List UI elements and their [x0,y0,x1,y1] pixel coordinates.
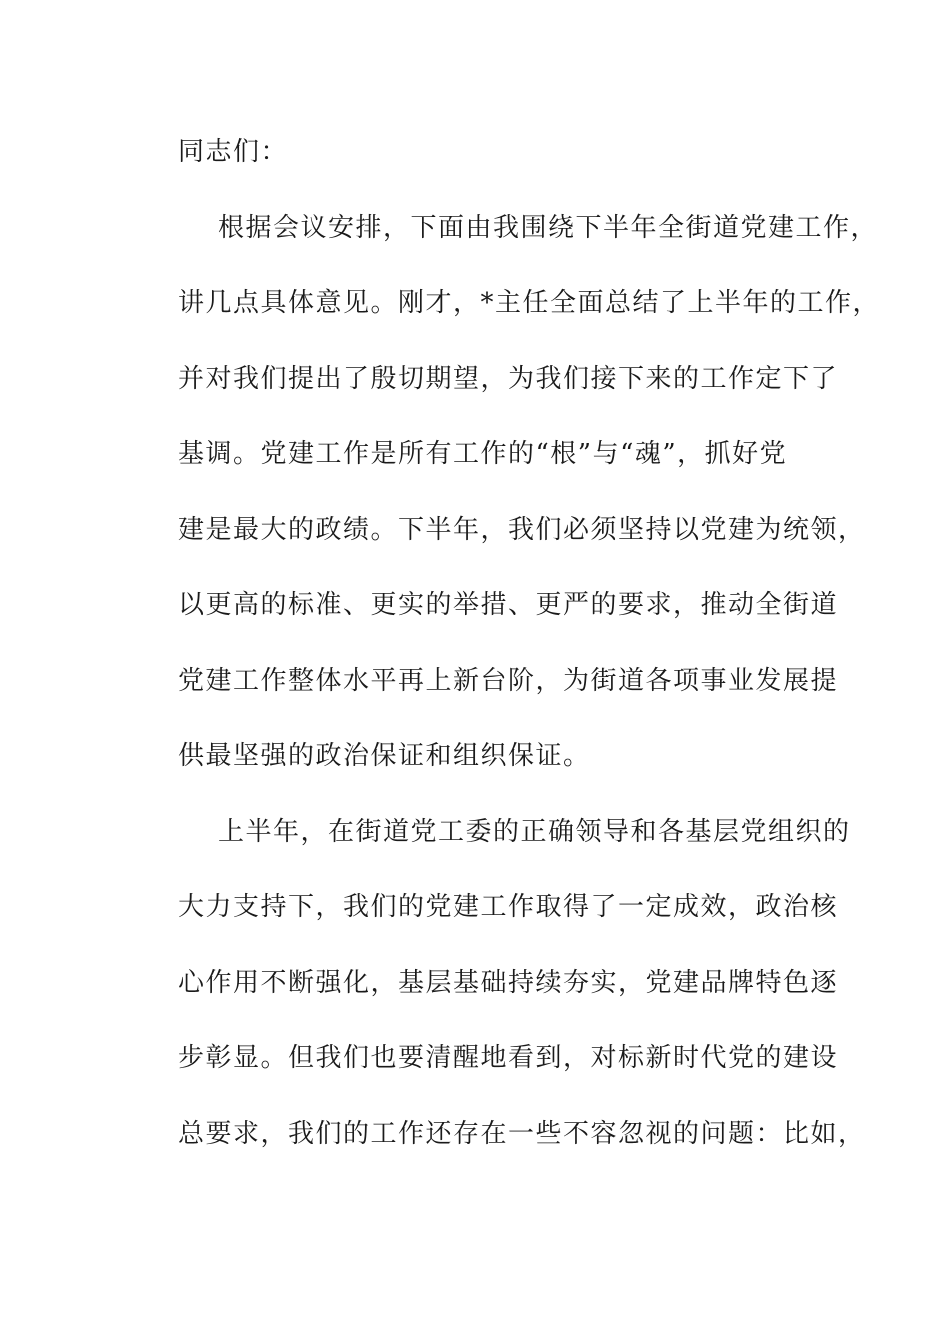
paragraph-1-line-5: 建是最大的政绩。下半年，我们必须坚持以党建为统领， [178,515,866,545]
paragraph-1-line-2: 讲几点具体意见。刚才，*主任全面总结了上半年的工作， [178,288,881,318]
paragraph-1-line-7: 党建工作整体水平再上新台阶，为街道各项事业发展提 [178,666,839,696]
paragraph-1-line-4: 基调。党建工作是所有工作的“根”与“魂”，抓好党 [178,439,788,469]
paragraph-1-line-1: 根据会议安排，下面由我围绕下半年全街道党建工作， [218,213,879,243]
salutation: 同志们： [178,137,289,167]
paragraph-2-line-1: 上半年，在街道党工委的正确领导和各基层党组织的 [218,817,851,847]
paragraph-1-line-6: 以更高的标准、更实的举措、更严的要求，推动全街道 [178,590,839,620]
paragraph-1-line-8: 供最坚强的政治保证和组织保证。 [178,741,591,771]
paragraph-1-line-3: 并对我们提出了殷切期望，为我们接下来的工作定下了 [178,364,839,394]
paragraph-2-line-4: 步彰显。但我们也要清醒地看到，对标新时代党的建设 [178,1043,839,1073]
paragraph-2-line-3: 心作用不断强化，基层基础持续夯实，党建品牌特色逐 [178,968,839,998]
paragraph-2-line-2: 大力支持下，我们的党建工作取得了一定成效，政治核 [178,892,839,922]
paragraph-2-line-5: 总要求，我们的工作还存在一些不容忽视的问题：比如， [178,1119,866,1149]
